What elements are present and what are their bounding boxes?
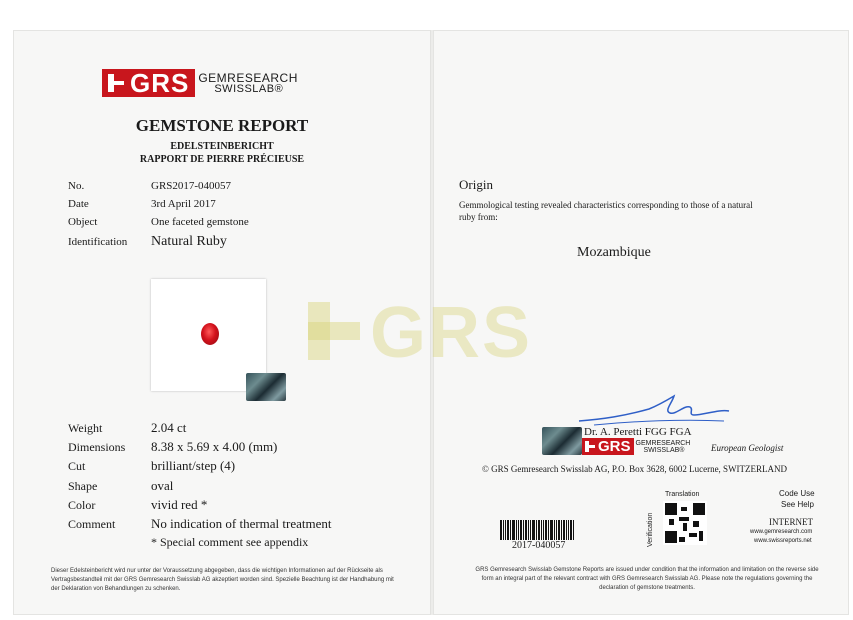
field-value-object: One faceted gemstone	[151, 216, 249, 228]
field-value-identification: Natural Ruby	[151, 234, 227, 249]
grs-watermark	[308, 293, 548, 373]
field-label-identification: Identification	[68, 236, 128, 248]
detail-value-color: vivid red *	[151, 497, 208, 512]
hologram-seal-signature	[542, 427, 582, 455]
field-value-date: 3rd April 2017	[151, 198, 216, 210]
detail-label-shape: Shape	[68, 479, 98, 493]
verification-label: Verification	[647, 512, 654, 547]
barcode-number: 2017-040057	[512, 540, 566, 551]
ruby-gem-image	[201, 323, 219, 345]
footer-disclaimer-en: GRS Gemresearch Swisslab Gemstone Reports are issued under condition that the information and limitation on the reverse side form an integral part of the relevant contract with GRS Gemresearch Swisslab AG. Please note the regulations governing the declaration of gemstone treatments.	[475, 567, 819, 591]
footer-disclaimer-de: Dieser Edelsteinbericht wird nur unter der Voraussetzung abgegeben, dass die wichtigen Informationen auf der Rückseite als Vertragsbestandteil mit der GRS Gemresearch Swisslab AG akzeptiert worden sind. Spezielle Beachtung ist der Handhabung mit der Deklaration von Behandlungen zu schenken.	[51, 568, 394, 592]
detail-label-weight: Weight	[68, 421, 103, 435]
verification-qr-code[interactable]	[663, 501, 707, 545]
detail-value-shape: oval	[151, 478, 174, 493]
origin-heading: Origin	[459, 177, 493, 192]
watermark-cross-icon	[308, 302, 360, 360]
detail-label-cut: Cut	[68, 459, 86, 473]
grs-logo-badge	[102, 69, 195, 97]
grs-cross-small-icon	[585, 441, 595, 452]
signatory-title: European Geologist	[711, 443, 784, 453]
report-title: GEMSTONE REPORT	[135, 116, 309, 135]
grs-cross-icon	[108, 74, 124, 92]
grs-logo-small	[582, 438, 690, 455]
detail-value-comment: No indication of thermal treatment	[151, 516, 332, 531]
detail-label-color: Color	[68, 498, 96, 512]
field-label-date: Date	[68, 198, 89, 210]
detail-label-dimensions: Dimensions	[68, 440, 126, 454]
logo-small-line-2: SWISSLAB®	[643, 446, 685, 454]
grs-logo-text: GRS	[130, 67, 190, 98]
watermark-text: GRS	[370, 293, 533, 373]
barcode	[500, 520, 590, 540]
internet-label: INTERNET	[769, 517, 813, 527]
logo-line-2: SWISSLAB®	[214, 82, 284, 95]
code-use-label: Code Use	[779, 489, 815, 498]
website-link-2[interactable]: www.swissreports.net	[754, 538, 812, 544]
company-address: © GRS Gemresearch Swisslab AG, P.O. Box 3628, 6002 Lucerne, SWITZERLAND	[482, 464, 788, 474]
special-comment-note: * Special comment see appendix	[151, 535, 309, 549]
detail-value-dimensions: 8.38 x 5.69 x 4.00 (mm)	[151, 439, 278, 454]
detail-value-weight: 2.04 ct	[151, 420, 187, 435]
field-label-object: Object	[68, 216, 98, 228]
signatory-name: Dr. A. Peretti FGG FGA	[584, 426, 692, 438]
logo-line-1: GEMRESEARCH	[198, 70, 298, 85]
website-link-1[interactable]: www.gemresearch.com	[750, 529, 813, 535]
origin-text: Gemmological testing revealed characteristics corresponding to those of a natural ruby from:	[459, 200, 753, 222]
field-value-number: GRS2017-040057	[151, 180, 232, 192]
report-subtitle-fr: RAPPORT DE PIERRE PRÉCIEUSE	[139, 154, 305, 165]
see-help-label: See Help	[781, 500, 814, 509]
field-label-number: No.	[68, 180, 85, 192]
hologram-seal	[246, 373, 286, 401]
detail-label-comment: Comment	[68, 517, 116, 531]
signature-image	[574, 391, 734, 431]
report-subtitle-de: EDELSTEINBERICHT	[170, 141, 274, 152]
logo-small-line-1: GEMRESEARCH	[635, 439, 691, 447]
detail-value-cut: brilliant/step (4)	[151, 458, 236, 473]
grs-logo	[102, 69, 298, 97]
grs-logo-small-text: GRS	[598, 438, 631, 455]
grs-logo-small-badge	[582, 438, 634, 455]
translation-label: Translation	[665, 491, 700, 498]
origin-country: Mozambique	[577, 245, 651, 260]
